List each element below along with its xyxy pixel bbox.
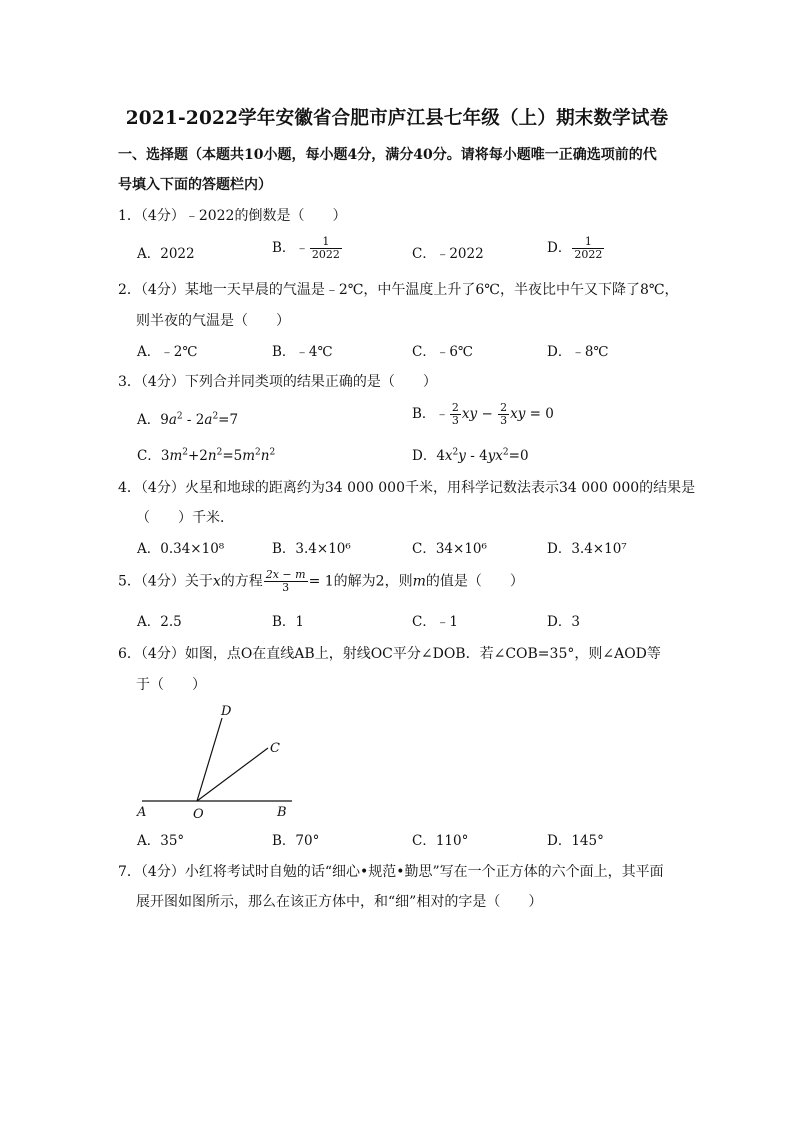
- question-6-option-d: D．145°: [547, 833, 604, 849]
- fraction: [310, 236, 342, 261]
- question-3-stem: 3．（4分）下列合并同类项的结果正确的是（ ）: [118, 374, 437, 390]
- question-5-option-a: A．2.5: [137, 614, 182, 630]
- question-6-stem-line1: 6．（4分）如图，点O在直线AB上，射线OC平分∠DOB．若∠COB=35°，则∠AOD等: [118, 646, 661, 662]
- question-4-option-c: C．34×10⁶: [412, 541, 487, 557]
- label-c: C: [270, 741, 280, 756]
- question-1-stem: 1．（4分）﹣2022的倒数是（ ）: [118, 208, 347, 224]
- option-d-prefix: D．: [547, 240, 572, 256]
- option-label: B．: [412, 406, 436, 422]
- stem-text: 5．（4分）关于: [118, 573, 213, 590]
- angle-figure: [130, 698, 300, 824]
- question-3-option-a: [137, 411, 238, 429]
- question-6-option-b: B．70°: [272, 833, 320, 849]
- label-a: A: [137, 805, 147, 820]
- question-2-option-c: C．﹣6℃: [412, 344, 474, 360]
- question-5-stem: [118, 569, 524, 594]
- exam-title: 2021-2022学年安徽省合肥市庐江县七年级（上）期末数学试卷: [125, 108, 669, 129]
- option-label: C．: [137, 448, 161, 464]
- math-expression: ﹣ $\frac{2}{3}$ xy − $\frac{2}{3}$ xy = 0: [435, 401, 554, 427]
- fraction-numerator: 1: [572, 236, 604, 249]
- question-5-option-d: D．3: [547, 614, 580, 630]
- fraction-numerator: 2x − m: [265, 568, 306, 581]
- question-4-option-d: D．3.4×10⁷: [547, 541, 627, 557]
- math-expression: $9a^2 - 2a^2=7$: [160, 411, 239, 428]
- label-o: O: [193, 807, 204, 822]
- question-1-option-d: [547, 236, 605, 261]
- question-2-stem-line1: 2．（4分）某地一天早晨的气温是﹣2℃，中午温度上升了6℃，半夜比中午又下降了8℃，: [118, 282, 679, 298]
- variable-m: m: [412, 573, 426, 590]
- question-3-option-d: [412, 447, 529, 465]
- fraction-numerator: 1: [310, 236, 342, 249]
- question-2-option-d: D．﹣8℃: [547, 344, 609, 360]
- question-4-option-b: B．3.4×10⁶: [272, 541, 351, 557]
- question-5-option-c: C．﹣1: [412, 614, 458, 630]
- question-1-option-b: [272, 236, 343, 261]
- variable-x: x: [212, 573, 221, 590]
- fraction-denominator: 2022: [311, 248, 340, 261]
- question-5-option-b: B．1: [272, 614, 305, 630]
- option-b-prefix: B．﹣: [272, 240, 309, 256]
- stem-text: 的值是（ ）: [425, 573, 524, 590]
- question-7-stem-line1: 7．（4分）小红将考试时自勉的话“细心•规范•勤思”写在一个正方体的六个面上，其平面: [118, 864, 664, 880]
- question-1-option-a: A．2022: [137, 246, 195, 262]
- section-heading-line1: 一、选择题（本题共10小题，每小题4分，满分40分。请将每小题唯一正确选项前的代: [118, 147, 657, 163]
- question-2-stem-line2: 则半夜的气温是（ ）: [136, 313, 290, 329]
- question-4-stem-line1: 4．（4分）火星和地球的距离约为34 000 000千米，用科学记数法表示34 000 000的结果是: [118, 480, 696, 496]
- fraction: [572, 236, 604, 261]
- question-1-option-c: C．﹣2022: [412, 246, 484, 262]
- math-expression: $4x^2y - 4yx^2=0$: [436, 447, 529, 464]
- option-label: A．: [137, 412, 161, 428]
- option-label: D．: [412, 448, 437, 464]
- section-heading-line2: 号填入下面的答题栏内）: [118, 177, 272, 193]
- question-7-stem-line2: 展开图如图所示，那么在该正方体中，和“细”相对的字是（ ）: [136, 894, 543, 910]
- question-6-option-a: A．35°: [137, 833, 185, 849]
- question-2-option-a: A．﹣2℃: [137, 344, 198, 360]
- question-3-option-b: [412, 402, 554, 427]
- question-3-option-c: [137, 447, 275, 465]
- label-d: D: [221, 704, 232, 719]
- stem-text: 的方程: [220, 573, 263, 590]
- label-b: B: [277, 805, 287, 820]
- fraction-denominator: 2022: [574, 248, 603, 261]
- ray-od: [197, 718, 222, 801]
- question-2-option-b: B．﹣4℃: [272, 344, 333, 360]
- equation-fraction: [264, 569, 308, 594]
- question-6-option-c: C．110°: [412, 833, 469, 849]
- ray-oc: [197, 748, 268, 801]
- math-expression: $3m^2+2n^2=5m^2n^2$: [160, 447, 276, 464]
- question-6-stem-line2: 于（ ）: [136, 677, 206, 693]
- question-4-stem-line2: （ ）千米．: [136, 510, 234, 526]
- fraction-denominator: 3: [282, 581, 290, 594]
- question-4-option-a: A．0.34×10⁸: [137, 541, 225, 557]
- stem-text: = 1的解为2，则: [308, 573, 413, 590]
